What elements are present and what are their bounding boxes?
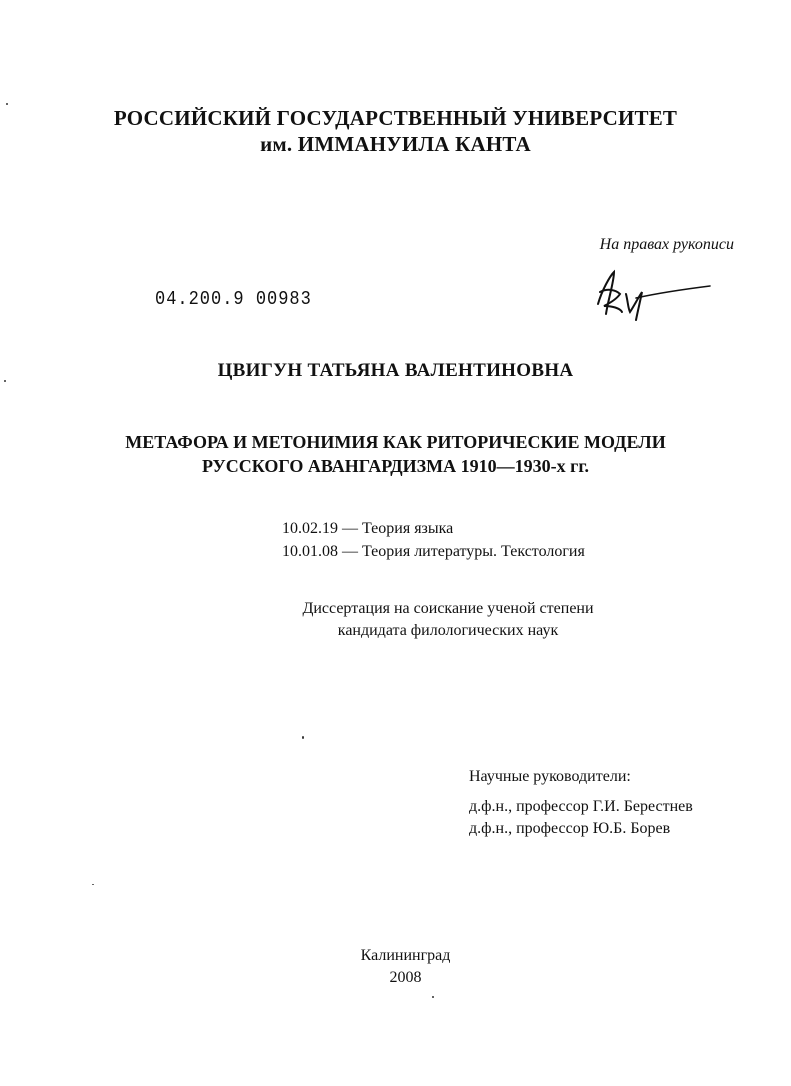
city: Калининград (360, 947, 451, 964)
advisors-heading: Научные руководители: (469, 768, 631, 785)
place-and-year (10, 945, 791, 989)
year: 2008 (389, 969, 422, 986)
specialty-item: 10.01.08 — Теория литературы. Текстология (282, 543, 585, 560)
dissertation-title-line: РУССКОГО АВАНГАРДИЗМА 1910—1930-х гг. (202, 456, 589, 476)
specialty-codes (282, 517, 585, 563)
university-name: РОССИЙСКИЙ ГОСУДАРСТВЕННЫЙ УНИВЕРСИТЕТ (113, 106, 678, 130)
advisor-item: д.ф.н., профессор Ю.Б. Борев (469, 820, 671, 837)
advisors-block (469, 766, 693, 840)
scan-speck (92, 884, 94, 885)
specialty-item: 10.02.19 — Теория языка (282, 520, 454, 537)
degree-line: кандидата филологических наук (337, 622, 559, 639)
advisor-item: д.ф.н., профессор Г.И. Берестнев (469, 798, 693, 815)
author-name: ЦВИГУН ТАТЬЯНА ВАЛЕНТИНОВНА (217, 360, 574, 381)
degree-line: Диссертация на соискание ученой степени (302, 600, 594, 617)
handwritten-signature (592, 268, 717, 328)
scan-speck (432, 996, 434, 998)
scan-speck (302, 736, 304, 739)
dissertation-title-line: МЕТАФОРА И МЕТОНИМИЯ КАК РИТОРИЧЕСКИЕ МОДЕЛИ (125, 432, 666, 452)
university-named-after: им. ИММАНУИЛА КАНТА (260, 132, 531, 156)
scan-speck (4, 380, 6, 382)
scan-speck (6, 103, 8, 105)
university-header (0, 105, 791, 157)
dissertation-title (0, 430, 791, 478)
archive-stamp-number: 04.200.9 00983 (155, 289, 312, 311)
manuscript-rights-note: На правах рукописи (599, 236, 734, 253)
degree-statement (213, 598, 683, 642)
